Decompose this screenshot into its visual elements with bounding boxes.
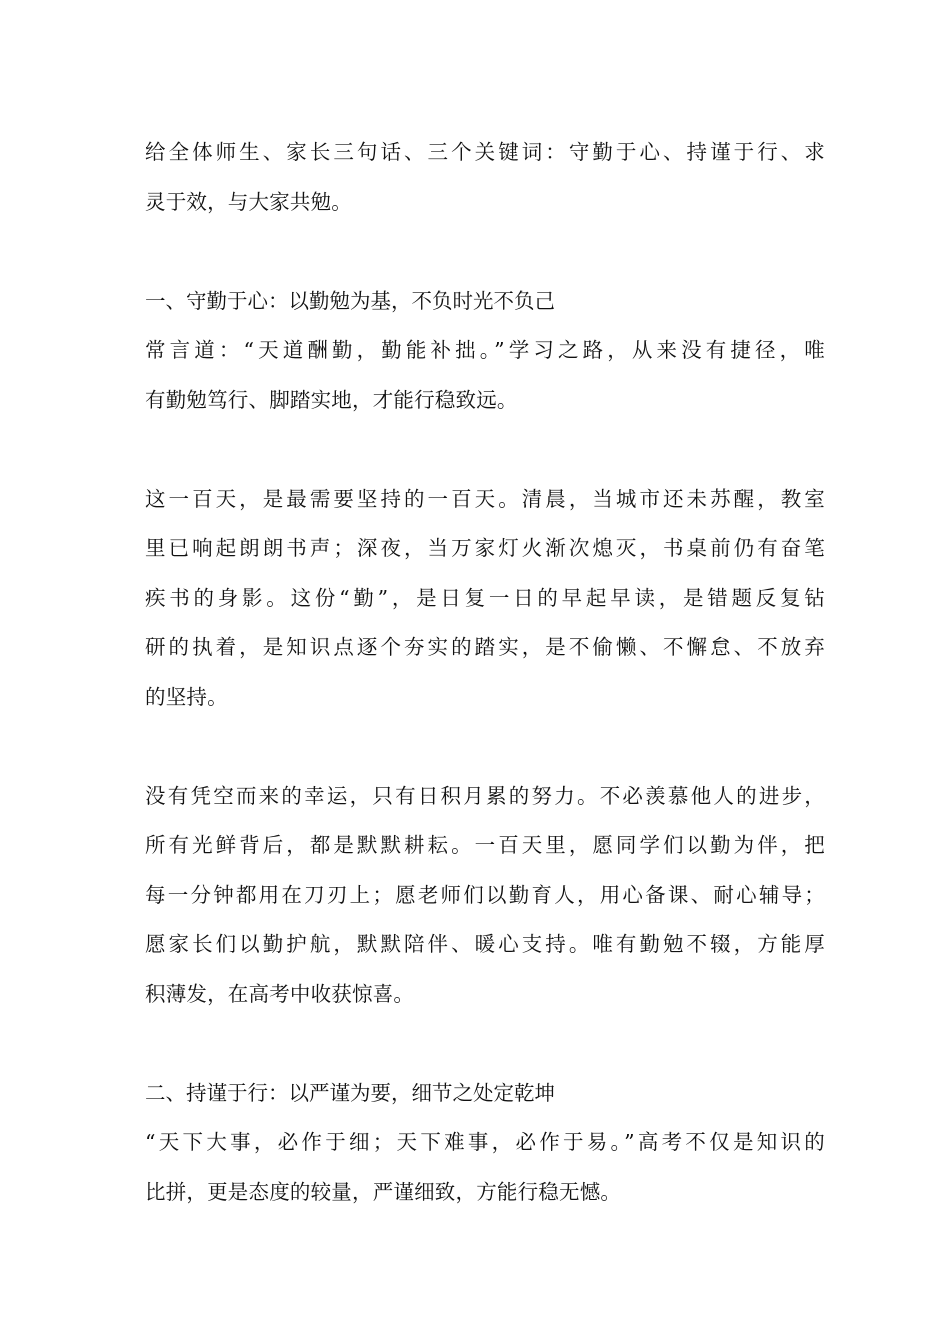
section-heading-1: 一、守勤于心：以勤勉为基，不负时光不负己	[145, 288, 555, 313]
text-line: 给全体师生、家长三句话、三个关键词：守勤于心、持谨于行、求	[145, 140, 825, 164]
text-line: 的坚持。	[145, 684, 228, 709]
text-line: 这一百天，是最需要坚持的一百天。清晨，当城市还未苏醒，教室	[145, 486, 825, 511]
intro-paragraph	[145, 128, 825, 227]
paragraph-gap	[145, 722, 825, 772]
text-line: 里已响起朗朗书声；深夜，当万家灯火渐次熄灭，书桌前仍有奋笔	[145, 536, 825, 560]
paragraph-gap	[145, 425, 825, 475]
text-line: 常言道：“天道酬勤，勤能补拙。”学习之路，从来没有捷径，唯	[145, 338, 825, 362]
section1-paragraph-1	[145, 326, 825, 425]
text-line: 有勤勉笃行、脚踏实地，才能行稳致远。	[145, 387, 518, 412]
section2-paragraph-1	[145, 1118, 825, 1217]
text-line: 每一分钟都用在刀刃上；愿老师们以勤育人，用心备课、耐心辅导；	[145, 882, 825, 907]
text-line: 所有光鲜背后，都是默默耕耘。一百天里，愿同学们以勤为伴，把	[145, 833, 825, 857]
text-line: 比拼，更是态度的较量，严谨细致，方能行稳无憾。	[145, 1179, 622, 1204]
paragraph-gap	[145, 227, 825, 277]
text-line: 灵于效，与大家共勉。	[145, 189, 352, 214]
text-line: 疾书的身影。这份“勤”，是日复一日的早起早读，是错题反复钻	[145, 585, 825, 610]
text-line: 积薄发，在高考中收获惊喜。	[145, 981, 415, 1006]
section1-paragraph-3	[145, 772, 825, 1020]
text-line: 研的执着，是知识点逐个夯实的踏实，是不偷懒、不懈怠、不放弃	[145, 635, 825, 659]
paragraph-gap	[145, 1019, 825, 1069]
section-heading-2: 二、持谨于行：以严谨为要，细节之处定乾坤	[145, 1080, 555, 1105]
section1-paragraph-2	[145, 475, 825, 723]
text-line: 愿家长们以勤护航，默默陪伴、暖心支持。唯有勤勉不辍，方能厚	[145, 932, 825, 956]
text-line: 没有凭空而来的幸运，只有日积月累的努力。不必羡慕他人的进步，	[145, 783, 825, 808]
document-body	[145, 128, 825, 1217]
text-line: “天下大事，必作于细；天下难事，必作于易。”高考不仅是知识的	[145, 1130, 825, 1154]
